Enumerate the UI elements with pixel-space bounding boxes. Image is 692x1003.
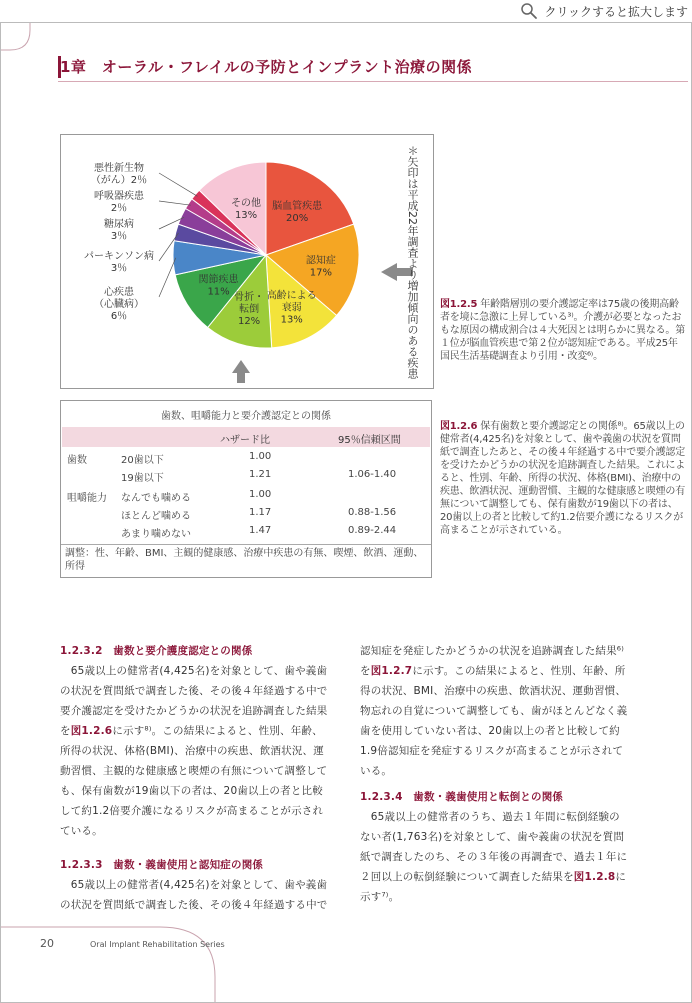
- table-title: 歯数、咀嚼能力と要介護認定との関係: [161, 411, 331, 422]
- body-right-column: [360, 641, 628, 907]
- figure-1-2-6-caption: [440, 420, 686, 537]
- figure-1-2-5: [60, 134, 434, 389]
- table-row: [61, 505, 431, 521]
- text: 65歳以上の健常者(4,425名)を対象として、歯や義歯の状況を質問紙で調査した後、その後４年経過する中で要介護認定を受けたかどうかの状況を追跡調査した結果を: [60, 665, 328, 737]
- body-left-column: [60, 641, 332, 915]
- row-ci: 0.89-2.44: [348, 525, 397, 536]
- figure-side-note: ＊矢印は平成22年調査より増加傾向のある疾患: [406, 145, 419, 379]
- section-heading: 1.2.3.4 歯数・義歯使用と転倒との関係: [360, 791, 564, 803]
- table-header: [62, 427, 430, 447]
- leader-line: [159, 201, 191, 205]
- outer-slice-label: 糖尿病: [104, 219, 134, 230]
- section-heading: 1.2.3.3 歯数・義歯使用と認知症の関係: [60, 859, 264, 871]
- row-hr: 1.47: [249, 525, 272, 536]
- row-group: 歯数: [67, 455, 87, 466]
- figure-link[interactable]: 図1.2.7: [370, 665, 413, 677]
- figure-number: 図1.2.5: [440, 299, 478, 310]
- table-row: [61, 487, 431, 503]
- row-item: なんでも噛める: [121, 493, 191, 504]
- outer-slice-label: 2％: [110, 203, 128, 214]
- paragraph: [360, 641, 628, 781]
- figure-link[interactable]: 図1.2.8: [573, 871, 616, 883]
- table-note: 調整：性、年齢、BMI、主観的健康感、治療中疾患の有無、喫煙、飲酒、運動、所得: [65, 548, 424, 572]
- slice-label: 17%: [309, 267, 332, 279]
- slice-label: 関節疾患: [198, 274, 239, 286]
- zoom-button[interactable]: [520, 1, 688, 21]
- text: に示す。この結果によると、性別、年齢、所得の状況、BMI、治療中の疾患、飲酒状況、運動習慣、物忘れの自覚について調整しても、歯がほとんどなく義歯を使用していない者は、20歯以上の者と比較して約1.9倍認知症を発症するリスクが高まることが示されている。: [360, 665, 628, 777]
- row-item: ほとんど噛める: [121, 511, 191, 522]
- pie-chart: [61, 135, 433, 388]
- leader-line: [159, 258, 176, 297]
- table-divider: [61, 544, 431, 545]
- header-hazard: ハザード比: [220, 435, 270, 446]
- outer-slice-label: 3％: [110, 231, 128, 242]
- slice-label: 高齢による: [266, 290, 317, 302]
- page-number: 20: [40, 937, 54, 950]
- slice-label: 転倒: [239, 304, 260, 316]
- slice-label: 12%: [237, 316, 261, 328]
- slice-label: 13%: [234, 209, 258, 221]
- row-ci: 0.88-1.56: [348, 507, 397, 518]
- outer-slice-label: 6％: [110, 311, 128, 322]
- slice-label: 13%: [280, 314, 303, 326]
- zoom-label: クリックすると拡大します: [544, 4, 688, 19]
- slice-label: その他: [231, 197, 262, 209]
- outer-slice-label: 3％: [110, 263, 128, 274]
- row-ci: 1.06-1.40: [348, 469, 397, 480]
- chapter-rule: [58, 81, 688, 82]
- row-hr: 1.00: [249, 451, 272, 462]
- header-ci: 95％信頼区間: [338, 435, 401, 446]
- row-item: あまり噛めない: [121, 529, 191, 540]
- chapter-title: 1章 オーラル・フレイルの予防とインプラント治療の関係: [60, 58, 473, 76]
- row-group: 咀嚼能力: [67, 493, 107, 504]
- row-item: 20歯以下: [121, 455, 164, 466]
- increase-arrow-icon: [232, 360, 250, 383]
- table-1-2-6: [60, 400, 432, 578]
- outer-slice-label: パーキンソン病: [84, 251, 154, 262]
- outer-slice-label: 悪性新生物: [94, 163, 144, 174]
- caption-text: 保有歯数と要介護認定との関係⁸⁾。65歳以上の健常者(4,425名)を対象として、歯や義歯の状況を質問紙で調査したあと、その後４年経過する中で要介護認定を受けたかどうかの状況を追跡調査した結果。これによると、性別、年齢、所得の状況、体格(BMI)、治療中の疾患、飲酒状況、運動習慣、主観的な健康感と喫煙の有無について調整しても、保有歯数が19歯以下の者は、20歯以上の者と比較して約1.2倍要介護になるリスクが高まることが示されている。: [440, 421, 685, 536]
- slice-label: 脳血管疾患: [272, 200, 323, 212]
- slice-label: 11%: [207, 286, 230, 298]
- section-heading: 1.2.3.2 歯数と要介護度認定との関係: [60, 645, 253, 657]
- outer-slice-label: （心臓病）: [94, 299, 144, 310]
- outer-slice-label: 呼吸器疾患: [94, 191, 144, 202]
- slice-label: 20%: [286, 212, 309, 224]
- slice-label: 認知症: [305, 255, 336, 267]
- paragraph: [60, 661, 332, 841]
- leader-line: [159, 173, 197, 196]
- text: 65歳以上の健常者のうち、過去１年間に転倒経験のない者(1,763名)を対象として、歯や義歯の状況を質問紙で調査したのち、その３年後の再調査で、過去１年に２回以上の転倒経験について調査した結果を: [360, 811, 628, 883]
- text: 認知症を発症したかどうかの状況を追跡調査した結果⁶⁾を: [360, 645, 624, 677]
- row-hr: 1.21: [249, 469, 272, 480]
- slice-label: 骨折・: [234, 292, 265, 304]
- paragraph: [360, 807, 628, 907]
- table-row: [61, 449, 431, 465]
- row-item: 19歯以下: [121, 473, 164, 484]
- table-row: [61, 523, 431, 539]
- top-toolbar: [0, 0, 692, 22]
- magnifier-icon: [520, 2, 538, 20]
- row-hr: 1.00: [249, 489, 272, 500]
- figure-link[interactable]: 図1.2.6: [70, 725, 113, 737]
- figure-number: 図1.2.6: [440, 421, 478, 432]
- outer-slice-label: （がん）2％: [90, 175, 148, 186]
- paragraph: 65歳以上の健常者(4,425名)を対象として、歯や義歯の状況を質問紙で調査した後、その後４年経過する中で: [60, 879, 328, 911]
- text: に示す⁸⁾。この結果によると、性別、年齢、所得の状況、体格(BMI)、治療中の疾患、飲酒状況、運動習慣、主観的な健康感と喫煙の有無について調整しても、保有歯数が19歯以下の者は、20歯以上の者と比較して約1.2倍要介護になるリスクが高まることが示されている。: [60, 725, 328, 837]
- caption-text: 年齢階層別の要介護認定率は75歳の後期高齢者を境に急激に上昇している³⁾。介護が必要となったおもな原因の構成割合は４大死因とは明らかに異なる。第１位が脳血管疾患で第２位が認知症である。平成25年国民生活基礎調査より引用・改変⁶⁾。: [440, 299, 685, 362]
- figure-1-2-5-caption: [440, 298, 686, 363]
- text: に示す⁷⁾。: [360, 871, 627, 903]
- slice-label: 衰弱: [281, 302, 302, 314]
- row-hr: 1.17: [249, 507, 272, 518]
- table-row: [61, 467, 431, 483]
- series-name: Oral Implant Rehabilitation Series: [90, 940, 225, 949]
- outer-slice-label: 心疾患: [104, 287, 134, 298]
